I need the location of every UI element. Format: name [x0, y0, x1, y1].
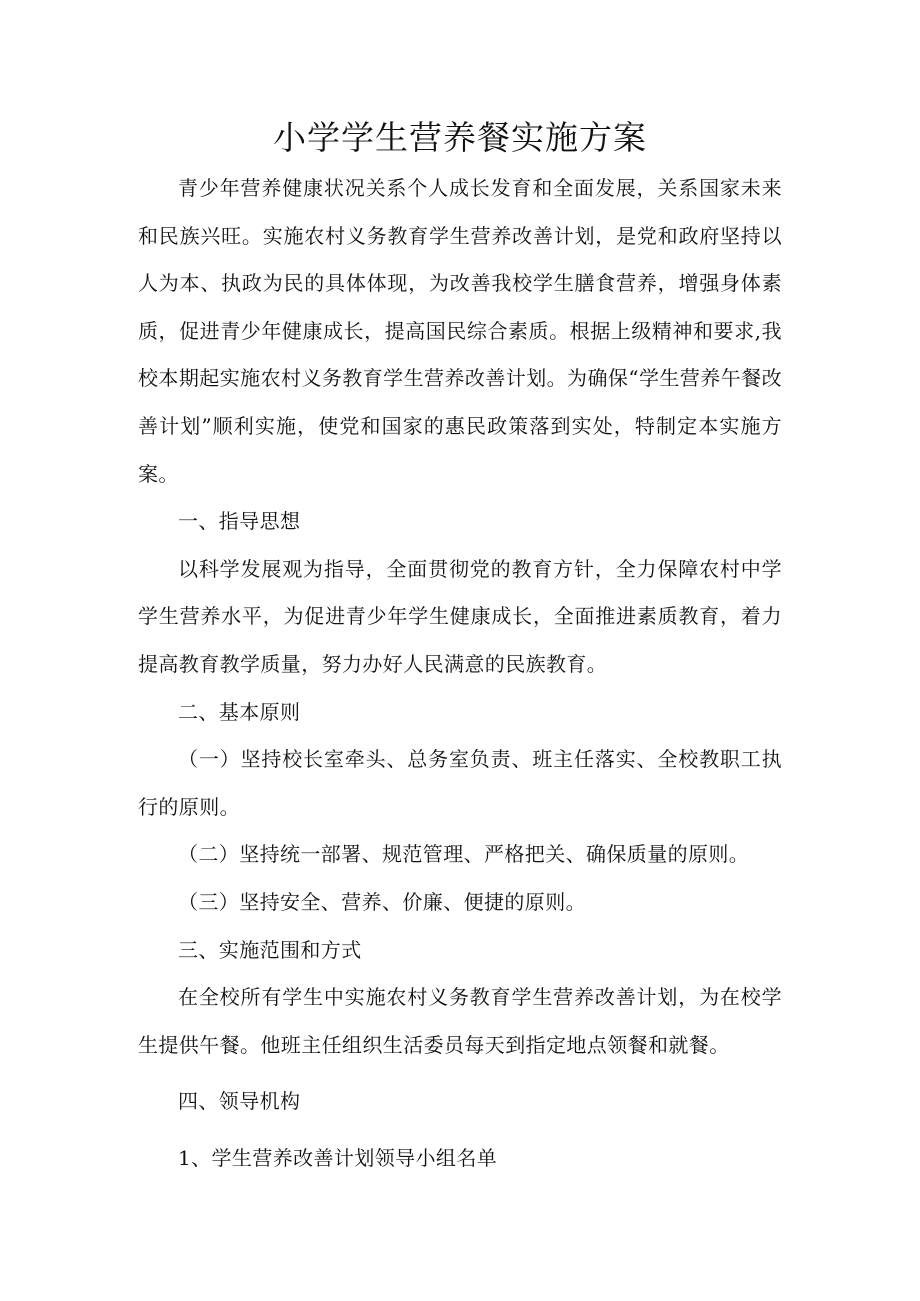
- spacer: [138, 1069, 782, 1078]
- section-heading-leadership: 四、领导机构: [178, 1089, 301, 1114]
- principle-item-1: （一）坚持校长室牵头、总务室负责、班主任落实、全校教职工执行的原则。: [138, 747, 782, 819]
- section-heading-guiding-thought: 一、指导思想: [178, 509, 301, 534]
- document-title: 小学学生营养餐实施方案: [273, 118, 647, 157]
- principle-item-3: （三）坚持安全、营养、价廉、便捷的原则。: [178, 889, 586, 914]
- section-heading-scope: 三、实施范围和方式: [178, 937, 362, 962]
- leadership-subheading-1: 1、学生营养改善计划领导小组名单: [178, 1145, 498, 1170]
- intro-paragraph: 青少年营养健康状况关系个人成长发育和全面发展，关系国家未来和民族兴旺。实施农村义务教育学生营养改善计划，是党和政府坚持以人为本、执政为民的具体体现，为改善我校学生膳食营养，增强身体素质，促进青少年健康成长，提高国民综合素质。根据上级精神和要求,我校本期起实施农村义务教育学生营养改善计划。为确保“学生营养午餐改善计划”顺利实施，使党和国家的惠民政策落到实处，特制定本实施方案。: [138, 176, 782, 486]
- spacer: [138, 1126, 782, 1135]
- scope-paragraph: 在全校所有学生中实施农村义务教育学生营养改善计划，为在校学生提供午餐。他班主任组织生活委员每天到指定地点领餐和就餐。: [138, 985, 782, 1057]
- section-heading-basic-principles: 二、基本原则: [178, 699, 301, 724]
- principle-item-2: （二）坚持统一部署、规范管理、严格把关、确保质量的原则。: [178, 842, 750, 867]
- document-body: [138, 165, 782, 1182]
- guiding-thought-paragraph: 以科学发展观为指导，全面贯彻党的教育方针，全力保障农村中学学生营养水平，为促进青少年学生健康成长，全面推进素质教育，着力提高教育教学质量，努力办好人民满意的民族教育。: [138, 556, 782, 676]
